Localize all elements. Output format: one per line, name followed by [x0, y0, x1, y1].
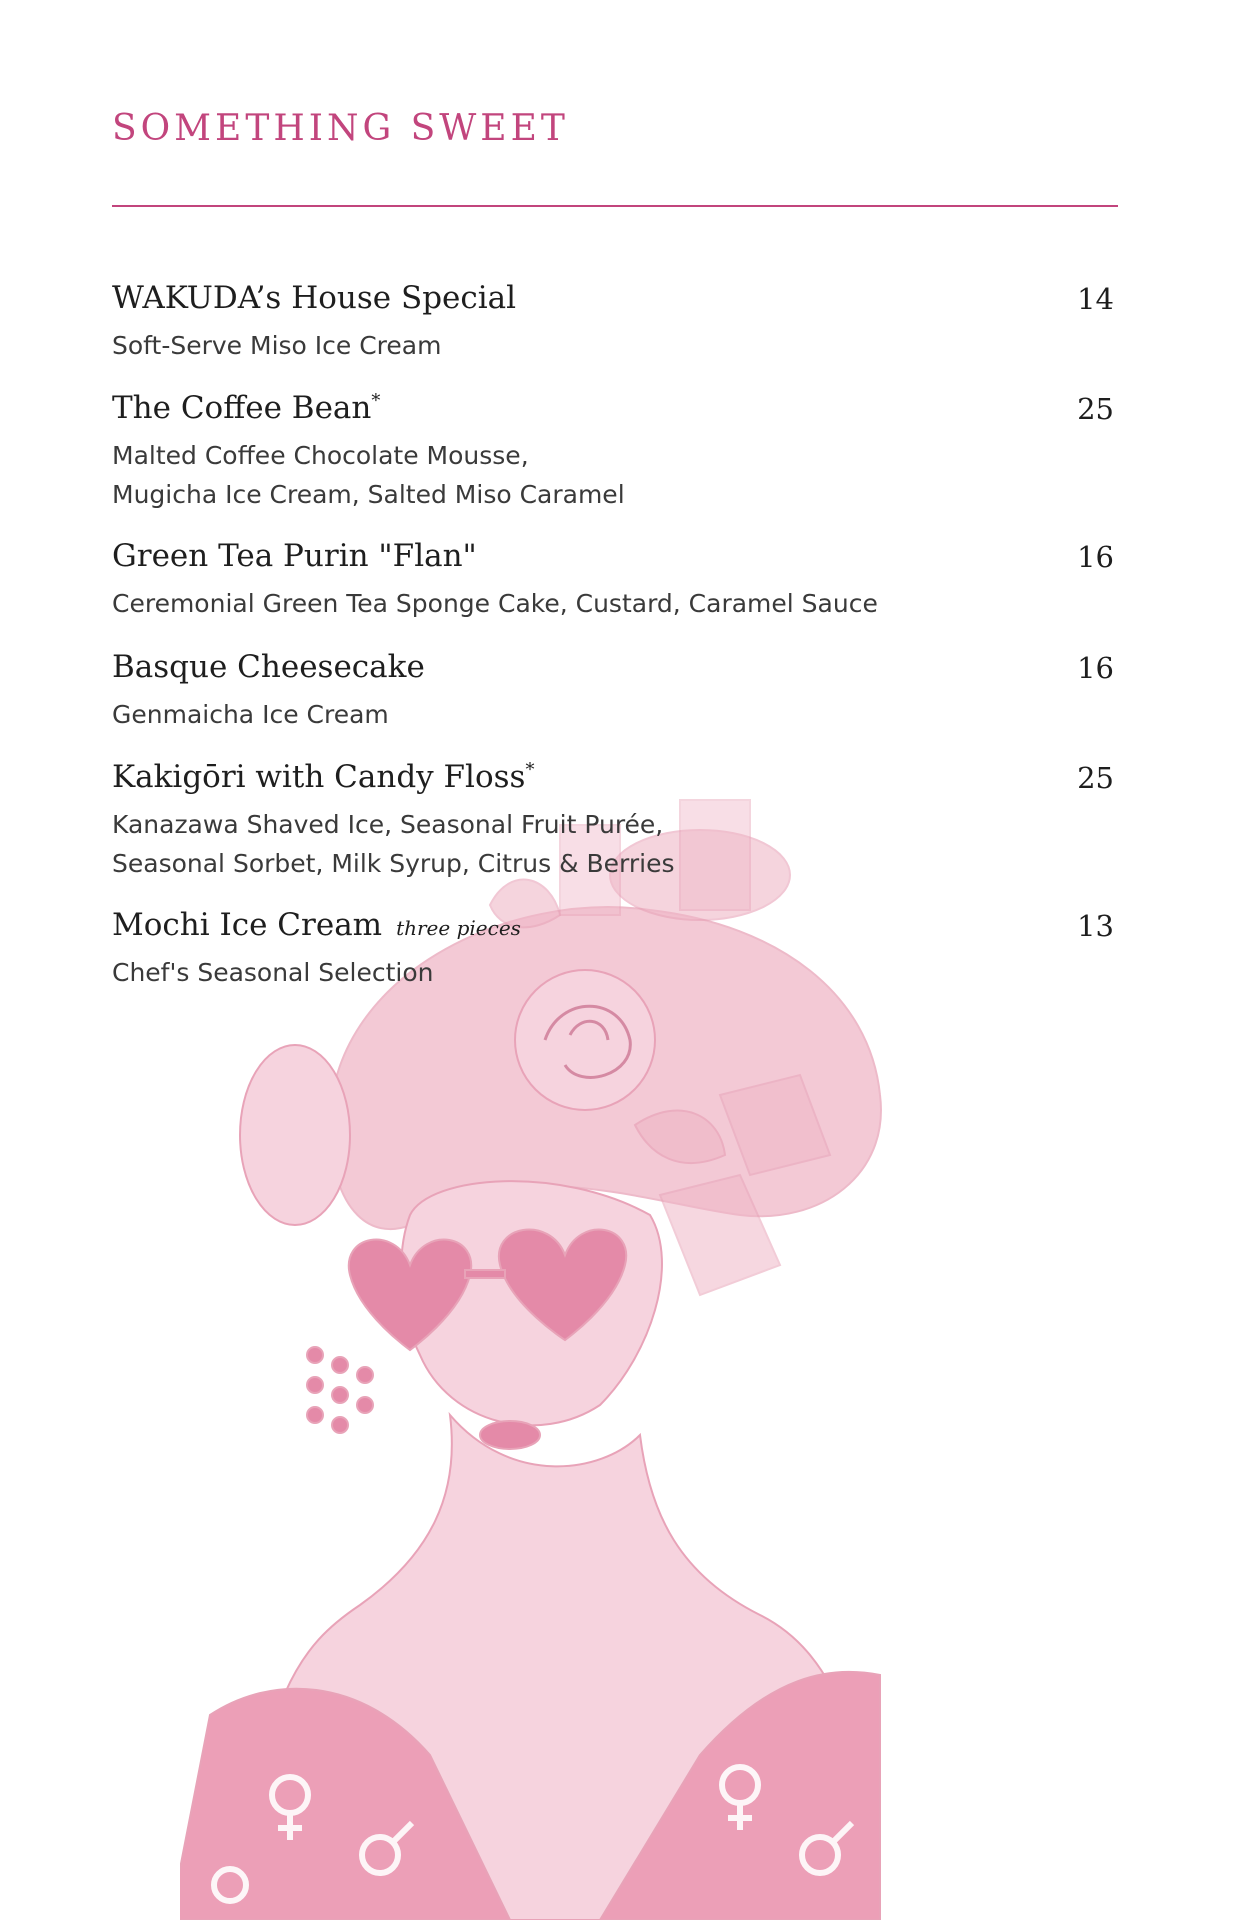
- section-title: SOMETHING SWEET: [112, 108, 569, 149]
- section-divider: [112, 205, 1118, 207]
- item-price: 16: [1077, 651, 1114, 685]
- item-price: 13: [1077, 909, 1114, 943]
- item-price: 25: [1077, 392, 1114, 426]
- item-name: WAKUDA’s House Special: [112, 280, 517, 316]
- item-name: Green Tea Purin "Flan": [112, 538, 477, 574]
- item-description: Ceremonial Green Tea Sponge Cake, Custard, Caramel Sauce: [112, 589, 878, 618]
- item-description: Genmaicha Ice Cream: [112, 700, 389, 729]
- item-name: Basque Cheesecake: [112, 649, 425, 685]
- menu-item: [112, 759, 1122, 883]
- item-description: Kanazawa Shaved Ice, Seasonal Fruit Purée, Seasonal Sorbet, Milk Syrup, Citrus & Berries: [112, 810, 675, 878]
- menu-item: [112, 907, 1122, 992]
- item-name: The Coffee Bean*: [112, 390, 381, 426]
- item-note: three pieces: [396, 916, 521, 940]
- item-name: Mochi Ice Cream three pieces: [112, 907, 521, 943]
- item-description: Soft-Serve Miso Ice Cream: [112, 331, 442, 360]
- footnote-mark: *: [525, 759, 535, 781]
- item-price: 16: [1077, 540, 1114, 574]
- item-description: Chef's Seasonal Selection: [112, 958, 434, 987]
- footnote-mark: *: [371, 390, 381, 412]
- item-price: 25: [1077, 761, 1114, 795]
- item-description: Malted Coffee Chocolate Mousse, Mugicha Ice Cream, Salted Miso Caramel: [112, 441, 625, 509]
- menu-item: [112, 280, 1122, 365]
- item-name: Kakigōri with Candy Floss*: [112, 759, 535, 795]
- menu-item: [112, 649, 1122, 734]
- item-price: 14: [1077, 282, 1114, 316]
- menu-item: [112, 538, 1122, 623]
- menu-item: [112, 390, 1122, 514]
